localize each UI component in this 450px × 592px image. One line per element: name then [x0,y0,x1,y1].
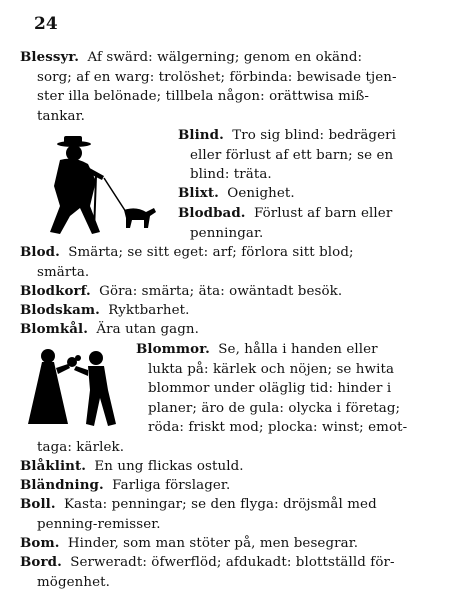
entry-text-line: sorg; af en warg: trolöshet; förbinda: bewisade tjen- [37,69,397,85]
entry-boll [20,495,440,534]
page-number: 24 [34,14,58,34]
entry-text-line: ster illa belönade; tillbela någon: orättwisa miß- [37,89,370,105]
headword-blixt: Blixt. [178,185,219,201]
entry-blodkorf [20,282,440,302]
headword-blessyr: Blessyr. [20,49,80,65]
entry-text: Serweradt: öfwerflöd; afdukadt: blottställd för- [70,555,395,570]
entry-bom [20,534,440,554]
headword-blaklint: Blåklint. [20,458,87,474]
entry-text-line: taga: kärlek. [37,440,125,455]
entry-text-line: blommor under oläglig tid: hinder i [148,381,392,397]
entry-continuation [20,68,440,127]
entry-blixt [178,184,440,204]
entry-continuation [20,515,440,535]
entry-blaklint [20,457,440,477]
entry-text: Oenighet. [227,186,295,201]
headword-blodskam: Blodskam. [20,302,100,318]
entry-blommor-tail [20,438,440,458]
entry-continuation [178,224,440,244]
headword-blommor: Blommor. [136,341,210,357]
entry-continuation [20,263,440,283]
entry-blommor [136,340,440,438]
entry-continuation [20,438,440,458]
entry-blomkal [20,320,440,340]
entry-text-line: planer; äro de gula: olycka i företag; [148,400,401,416]
entry-blind [178,126,440,185]
headword-blandning: Bländning. [20,477,104,493]
headword-boll: Boll. [20,496,56,512]
entry-text: Se, hålla i handen eller [218,342,378,357]
blind-man-illustration [30,136,160,236]
headword-blomkal: Blomkål. [20,321,89,337]
headword-blodbad: Blodbad. [178,205,246,221]
entry-blandning [20,476,440,496]
entry-text: Förlust af barn eller [253,206,393,221]
couple-flowers-illustration [24,346,132,428]
entry-text-line: penning-remisser. [37,516,161,532]
entry-text: Tro sig blind: bedrägeri [232,128,396,143]
headword-bord: Bord. [20,554,62,570]
entry-text: Smärta; se sitt eget: arf; förlora sitt blod; [68,245,354,260]
entry-blessyr [20,48,440,126]
headword-blodkorf: Blodkorf. [20,283,91,299]
entry-text: Af swärd: wälgerning; genom en okänd: [87,50,363,65]
woman-and-boy-silhouette [24,346,132,428]
entry-text-line: lukta på: kärlek och nöjen; se hwita [148,361,395,377]
entry-text: En ung flickas ostuld. [94,459,244,474]
entry-text: Farliga förslager. [112,478,231,493]
entry-text-line: tankar. [37,108,85,124]
entry-blodbad [178,204,440,243]
entry-text: Hinder, som man stöter på, men besegrar. [67,536,359,551]
headword-blod: Blod. [20,244,60,260]
entry-text: Ära utan gagn. [96,322,199,337]
entry-text-line: blind: träta. [190,167,272,183]
entry-text-line: mögenhet. [37,574,110,590]
entry-blodskam [20,301,440,321]
headword-blind: Blind. [178,127,224,143]
blind-man-with-dog-silhouette [30,136,160,236]
entry-continuation [178,146,440,185]
entry-text: Göra: smärta; äta: owäntadt besök. [99,284,343,299]
entry-continuation [20,573,440,592]
entry-text: Kasta: penningar; se den flyga: dröjsmål med [63,497,377,512]
entry-text: Ryktbarhet. [108,303,190,318]
entry-text-line: röda: friskt mod; plocka: winst; emot- [148,420,408,436]
entry-text-line: penningar. [190,225,264,241]
entry-text-line: eller förlust af ett barn; se en [190,147,394,163]
entry-blod [20,243,440,282]
entry-bord [20,553,440,592]
headword-bom: Bom. [20,535,60,551]
entry-continuation [136,360,440,438]
entry-text-line: smärta. [37,264,90,280]
